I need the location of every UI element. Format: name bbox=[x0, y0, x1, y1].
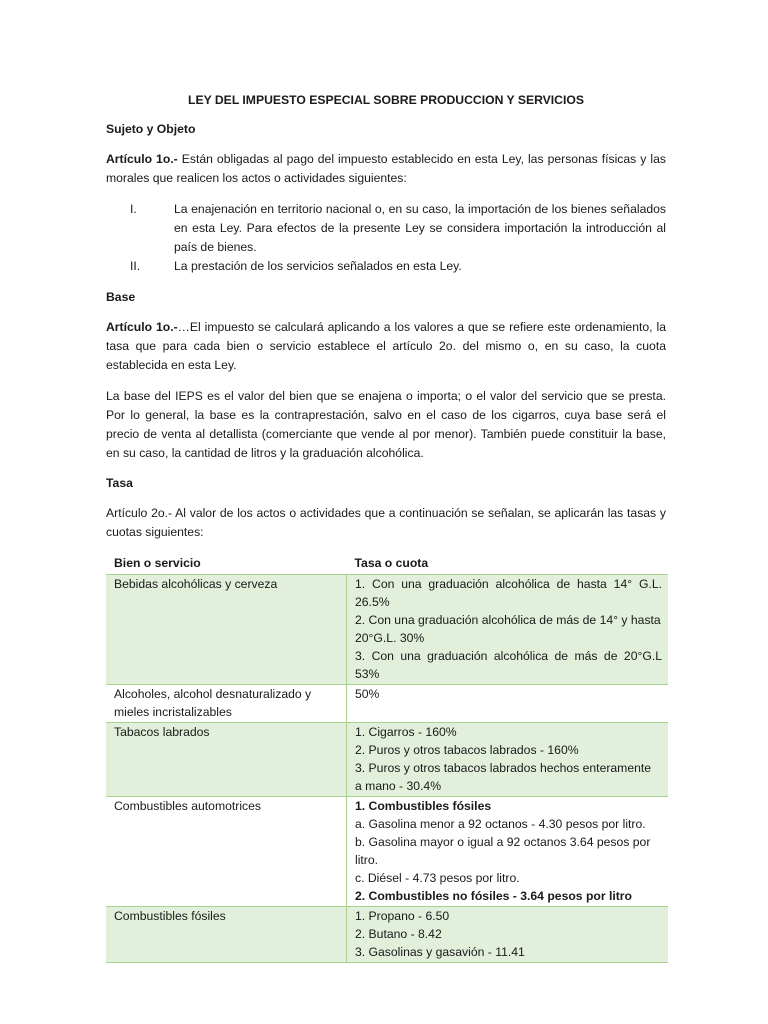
table-header-row bbox=[106, 554, 668, 575]
list-item bbox=[106, 257, 666, 276]
activities-list bbox=[106, 200, 666, 276]
article-1-text: Están obligadas al pago del impuesto establecido en esta Ley, las personas físicas y las morales que realicen los actos o actividades siguientes: bbox=[106, 152, 666, 185]
table-cell-item: Bebidas alcohólicas y cerveza bbox=[106, 575, 347, 685]
document-content bbox=[106, 92, 666, 963]
rate-line: 2. Butano - 8.42 bbox=[355, 927, 442, 941]
rate-line: 50% bbox=[355, 687, 380, 701]
base-paragraph: La base del IEPS es el valor del bien que se enajena o importa; o el valor del servicio que se presta. Por lo general, la base es la contraprestación, salvo en el caso de los cigarros, cuya base será el precio de venta al detallista (comerciante que vende al por menor). También puede constituir la base, en su caso, la cantidad de litros y la graduación alcohólica. bbox=[106, 389, 666, 460]
list-item bbox=[106, 200, 666, 257]
article-1-paragraph bbox=[106, 150, 666, 188]
header-bien: Bien o servicio bbox=[106, 554, 347, 575]
table-cell-rate bbox=[347, 797, 669, 907]
table-row bbox=[106, 575, 668, 685]
list-text: La prestación de los servicios señalados en esta Ley. bbox=[174, 259, 462, 273]
table-row bbox=[106, 907, 668, 963]
table-row bbox=[106, 797, 668, 907]
rate-line: 1. Propano - 6.50 bbox=[355, 909, 450, 923]
rate-line: 3. Con una graduación alcohólica de más de 20°G.L bbox=[355, 649, 662, 663]
section-heading-sujeto: Sujeto y Objeto bbox=[106, 122, 196, 136]
rate-line: 3. Gasolinas y gasavión - 11.41 bbox=[355, 945, 525, 959]
article-2-paragraph: Artículo 2o.- Al valor de los actos o actividades que a continuación se señalan, se aplicarán las tasas y cuotas siguientes: bbox=[106, 506, 666, 539]
table-cell-rate bbox=[347, 723, 669, 797]
rate-line: 2. Combustibles no fósiles - 3.64 pesos por litro bbox=[355, 889, 632, 903]
rate-line: 1. Con una graduación alcohólica de hasta 14° G.L. bbox=[355, 577, 662, 591]
table-row bbox=[106, 723, 668, 797]
rate-line: 2. Con una graduación alcohólica de más de 14° y hasta bbox=[355, 613, 661, 627]
table-cell-item: Tabacos labrados bbox=[106, 723, 347, 797]
table-cell-item: Combustibles automotrices bbox=[106, 797, 347, 907]
list-number: II. bbox=[130, 259, 141, 273]
list-text: La enajenación en territorio nacional o, en su caso, la importación de los bienes señalados en esta Ley. Para efectos de la presente Ley se considera importación la introducción al país de bienes. bbox=[174, 202, 666, 254]
table-cell-rate bbox=[347, 907, 669, 963]
article-1b-paragraph bbox=[106, 318, 666, 375]
article-1b-label: Artículo 1o.- bbox=[106, 320, 178, 334]
article-1b-text: …El impuesto se calculará aplicando a los valores a que se refiere este ordenamiento, la tasa que para cada bien o servicio establece el artículo 2o. del mismo o, en su caso, la cuota establecida en esta Ley. bbox=[106, 320, 666, 372]
rate-line: 1. Combustibles fósiles bbox=[355, 799, 492, 813]
rate-line: 2. Puros y otros tabacos labrados - 160% bbox=[355, 743, 579, 757]
rate-line: 53% bbox=[355, 667, 380, 681]
table-cell-rate bbox=[347, 575, 669, 685]
table-cell-rate bbox=[347, 685, 669, 723]
rates-table bbox=[106, 554, 668, 963]
rate-line: b. Gasolina mayor o igual a 92 octanos 3.64 pesos por bbox=[355, 835, 651, 849]
section-heading-tasa: Tasa bbox=[106, 476, 133, 490]
rate-line: litro. bbox=[355, 853, 379, 867]
table-cell-item: Alcoholes, alcohol desnaturalizado y mieles incristalizables bbox=[106, 685, 347, 723]
rate-line: 3. Puros y otros tabacos labrados hechos enteramente bbox=[355, 761, 652, 775]
article-1-label: Artículo 1o.- bbox=[106, 152, 178, 166]
header-tasa: Tasa o cuota bbox=[347, 554, 669, 575]
document-title: LEY DEL IMPUESTO ESPECIAL SOBRE PRODUCCION Y SERVICIOS bbox=[188, 93, 584, 107]
rate-line: 1. Cigarros - 160% bbox=[355, 725, 457, 739]
rate-line: 20°G.L. 30% bbox=[355, 631, 425, 645]
section-heading-base: Base bbox=[106, 290, 136, 304]
list-number: I. bbox=[130, 202, 137, 216]
rate-line: a mano - 30.4% bbox=[355, 779, 442, 793]
rate-line: c. Diésel - 4.73 pesos por litro. bbox=[355, 871, 520, 885]
rate-line: 26.5% bbox=[355, 595, 390, 609]
rate-line: a. Gasolina menor a 92 octanos - 4.30 pesos por litro. bbox=[355, 817, 646, 831]
table-cell-item: Combustibles fósiles bbox=[106, 907, 347, 963]
table-row bbox=[106, 685, 668, 723]
